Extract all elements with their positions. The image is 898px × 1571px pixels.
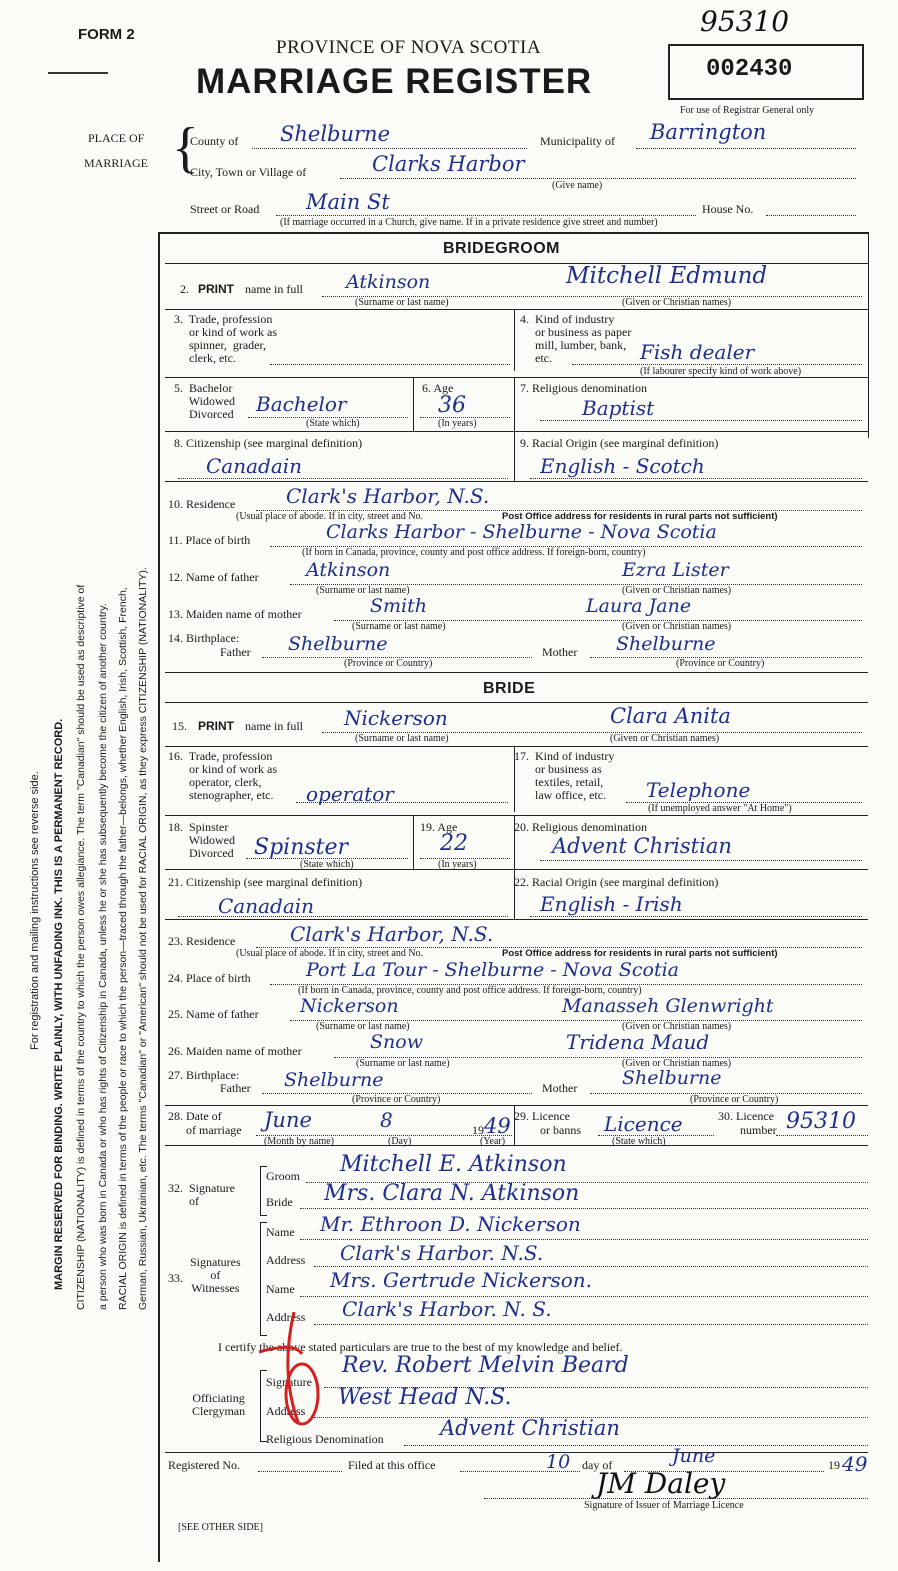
mother-given-caption: (Given or Christian names) xyxy=(622,621,732,632)
groom-f13-label: 13. Maiden name of mother xyxy=(168,607,302,621)
clergy-label: Officiating Clergyman xyxy=(192,1391,246,1418)
bride-f18-label: 18. Spinster Widowed Divorced xyxy=(168,820,235,860)
witness2-address: Clark's Harbor. N. S. xyxy=(342,1297,552,1321)
bride-f23-label: 23. Residence xyxy=(168,934,236,948)
w1-name-label: Name xyxy=(266,1225,295,1239)
residence-caption-b: Post Office address for residents in rural parts not sufficient) xyxy=(502,511,778,522)
clergy-religion-label: Religious Denomination xyxy=(266,1432,384,1446)
groom-mother-given: Laura Jane xyxy=(586,595,692,617)
groom-f5-label: 5. Bachelor Widowed Divorced xyxy=(174,381,235,421)
municipality-value: Barrington xyxy=(650,120,767,144)
bride-residence: Clark's Harbor, N.S. xyxy=(290,922,494,946)
city-value: Clarks Harbor xyxy=(372,152,525,176)
place-of-label: PLACE OF xyxy=(88,131,145,145)
bride-f21-label: 21. Citizenship (see marginal definition) xyxy=(168,875,363,889)
bride-heading: BRIDE xyxy=(483,680,536,697)
bride-industry: Telephone xyxy=(646,778,751,802)
filed-day: 10 xyxy=(546,1451,571,1473)
bride-mother-word: Mother xyxy=(542,1081,578,1095)
f29-label-a: 29. Licence xyxy=(514,1109,570,1123)
bride-signature: Mrs. Clara N. Atkinson xyxy=(324,1181,580,1206)
municipality-label: Municipality of xyxy=(540,134,615,148)
house-label: House No. xyxy=(702,202,754,216)
groom-f8-label: 8. Citizenship (see marginal definition) xyxy=(174,436,363,450)
register-number: 002430 xyxy=(706,56,793,83)
place-brace: { xyxy=(172,117,199,179)
groom-f2-print: PRINT xyxy=(198,282,234,296)
groom-status: Bachelor xyxy=(256,392,347,416)
groom-father-given: Ezra Lister xyxy=(622,559,729,581)
margin-line-5: RACIAL ORIGIN is defined in terms of the people or race to which the person—traced through the father—belongs, whether English, Irish, Scottish, French, xyxy=(117,587,129,1310)
street-label: Street or Road xyxy=(190,202,260,216)
city-label: City, Town or Village of xyxy=(190,165,307,179)
groom-f2-num: 2. xyxy=(180,282,189,296)
form-label: FORM 2 xyxy=(78,26,135,43)
issuer-caption: Signature of Issuer of Marriage Licence xyxy=(584,1500,744,1511)
filed-year: 49 xyxy=(842,1452,868,1476)
margin-line-4: a person who was born in Canada or who has rights of Citizenship in Canada, unless he or she has subsequently become the citizen of another country. xyxy=(97,603,109,1310)
marriage-month: June xyxy=(264,1108,312,1132)
groom-f6-label: 6. Age xyxy=(422,381,454,395)
groom-industry: Fish dealer xyxy=(640,340,755,364)
give-name-caption: (Give name) xyxy=(552,180,603,191)
bride-f24-label: 24. Place of birth xyxy=(168,971,251,985)
groom-mother-word: Mother xyxy=(542,645,578,659)
mother-surname-caption: (Surname or last name) xyxy=(352,621,446,632)
pencil-mark xyxy=(48,72,108,78)
bride-religion: Advent Christian xyxy=(552,834,732,858)
frame-left xyxy=(158,232,160,1562)
filed-month: June xyxy=(672,1445,716,1467)
bride-father-word: Father xyxy=(220,1081,251,1095)
bride-f15-label: name in full xyxy=(245,719,303,733)
marriage-day: 8 xyxy=(380,1108,393,1132)
bride-f17-label: 17. Kind of industry or business as textiles, retail, law office, etc. xyxy=(514,749,615,802)
groom-birthplace: Clarks Harbor - Shelburne - Nova Scotia xyxy=(326,521,717,543)
bride-surname-caption: (Surname or last name) xyxy=(355,733,449,744)
bride-in-years: (In years) xyxy=(438,859,477,870)
province-heading: PROVINCE OF NOVA SCOTIA xyxy=(276,37,542,58)
witness1-name: Mr. Ethroon D. Nickerson xyxy=(320,1212,581,1236)
groom-father-birthplace: Shelburne xyxy=(288,633,388,655)
filed-label: Filed at this office xyxy=(348,1458,436,1472)
bride-f26-label: 26. Maiden name of mother xyxy=(168,1044,302,1058)
bride-father-given: Manasseh Glenwright xyxy=(562,995,774,1017)
bride-f17-caption: (If unemployed answer "At Home") xyxy=(648,803,792,814)
f28-label-a: 28. Date of xyxy=(168,1109,222,1123)
bride-trade: operator xyxy=(306,782,394,806)
filed-year-prefix: 19 xyxy=(828,1458,840,1472)
bride-age: 22 xyxy=(440,831,468,856)
bride-birth-caption: (If born in Canada, province, county and post office address. If foreign-born, country) xyxy=(298,985,642,996)
groom-age: 36 xyxy=(438,393,466,418)
bride-mother-surname-caption: (Surname or last name) xyxy=(356,1058,450,1069)
bride-status: Spinster xyxy=(254,835,349,860)
groom-signature: Mitchell E. Atkinson xyxy=(340,1152,567,1177)
witness2-name: Mrs. Gertrude Nickerson. xyxy=(330,1268,593,1292)
bride-surname: Nickerson xyxy=(344,706,448,730)
f30-label-a: 30. Licence xyxy=(718,1109,774,1123)
margin-line-1: For registration and mailing instructions see reverse side. xyxy=(29,771,41,1050)
groom-father-word: Father xyxy=(220,645,251,659)
bride-f15-num: 15. xyxy=(172,719,187,733)
handwritten-register-number: 95310 xyxy=(700,5,790,38)
bride-residence-caption-b: Post Office address for residents in rural parts not sufficient) xyxy=(502,948,778,959)
clergy-address-label: Address xyxy=(266,1404,306,1418)
groom-racial-origin: English - Scotch xyxy=(540,454,705,478)
groom-state-which: (State which) xyxy=(306,418,360,429)
bride-f20-label: 20. Religious denomination xyxy=(514,820,647,834)
groom-f12-label: 12. Name of father xyxy=(168,570,259,584)
register-number-box xyxy=(668,44,864,100)
groom-residence: Clark's Harbor, N.S. xyxy=(286,484,490,508)
bride-state-which: (State which) xyxy=(300,859,354,870)
marriage-year-prefix: 19 xyxy=(472,1123,484,1137)
clergy-address: West Head N.S. xyxy=(338,1385,512,1410)
residence-caption-a: (Usual place of abode. If in city, street and No. xyxy=(236,511,424,522)
groom-f2-label: name in full xyxy=(245,282,303,296)
page-title: MARRIAGE REGISTER xyxy=(196,62,593,101)
certify-statement: I certify the above stated particulars are true to the best of my knowledge and belief. xyxy=(218,1340,623,1354)
county-value: Shelburne xyxy=(280,122,391,146)
w2-name-label: Name xyxy=(266,1282,295,1296)
groom-citizenship: Canadain xyxy=(206,454,303,478)
groom-mother-birthplace: Shelburne xyxy=(616,633,716,655)
bride-father-surname-caption: (Surname or last name) xyxy=(316,1021,410,1032)
bride-residence-caption-a: (Usual place of abode. If in city, street and No. xyxy=(236,948,424,959)
witness1-address: Clark's Harbor. N.S. xyxy=(340,1241,544,1265)
groom-f9-label: 9. Racial Origin (see marginal definition) xyxy=(520,436,719,450)
groom-father-surname: Atkinson xyxy=(306,559,391,581)
bride-birthplace: Port La Tour - Shelburne - Nova Scotia xyxy=(306,959,679,981)
bride-citizenship: Canadain xyxy=(218,894,315,918)
registered-label: Registered No. xyxy=(168,1458,240,1472)
clergy-signature: Rev. Robert Melvin Beard xyxy=(342,1353,629,1378)
groom-f10-label: 10. Residence xyxy=(168,497,236,511)
bride-f19-label: 19. Age xyxy=(420,820,458,834)
bride-given-caption: (Given or Christian names) xyxy=(610,733,720,744)
clergy-sig-label: Signature xyxy=(266,1375,312,1389)
w1-address-label: Address xyxy=(266,1253,306,1267)
groom-mother-surname: Smith xyxy=(370,595,427,617)
day-caption: (Day) xyxy=(388,1136,412,1147)
bride-mother-given-caption: (Given or Christian names) xyxy=(622,1058,732,1069)
bride-given: Clara Anita xyxy=(610,704,731,728)
margin-line-2: MARGIN RESERVED FOR BINDING. WRITE PLAINLY, WITH UNFADING INK. THIS IS A PERMANENT RECORD. xyxy=(53,718,65,1290)
given-caption: (Given or Christian names) xyxy=(622,297,732,308)
f28-label-b: of marriage xyxy=(186,1123,242,1137)
bride-father-surname: Nickerson xyxy=(300,995,399,1017)
father-surname-caption: (Surname or last name) xyxy=(316,585,410,596)
bride-father-province-caption: (Province or Country) xyxy=(352,1094,441,1105)
licence-state-which: (State which) xyxy=(612,1136,666,1147)
issuer-signature: JM Daley xyxy=(596,1467,726,1500)
groom-surname: Atkinson xyxy=(346,271,431,293)
see-other-side: [SEE OTHER SIDE] xyxy=(178,1522,263,1533)
bride-f27-label: 27. Birthplace: xyxy=(168,1068,240,1082)
f32-label: 32. Signature of xyxy=(168,1181,235,1208)
bride-mother-birthplace: Shelburne xyxy=(622,1067,722,1089)
margin-line-3: CITIZENSHIP (NATIONALITY) is defined in terms of the country to which the person owes allegiance. The term "Canadian" should be used as descriptive of xyxy=(75,584,87,1310)
w2-address-label: Address xyxy=(266,1310,306,1324)
bride-f22-label: 22. Racial Origin (see marginal definition) xyxy=(514,875,719,889)
father-given-caption: (Given or Christian names) xyxy=(622,585,732,596)
bride-mother-given: Tridena Maud xyxy=(566,1030,710,1054)
bride-sig-label: Bride xyxy=(266,1195,293,1209)
clergy-religion: Advent Christian xyxy=(440,1416,620,1440)
bride-mother-province-caption: (Province or Country) xyxy=(690,1094,779,1105)
licence-or-banns: Licence xyxy=(604,1112,683,1136)
f33-label: 33. xyxy=(168,1271,183,1285)
red-check-mark xyxy=(254,1312,324,1432)
groom-f3-label: 3. Trade, profession or kind of work as spinner, grader, clerk, etc. xyxy=(174,312,277,365)
marriage-label: MARRIAGE xyxy=(84,156,149,170)
surname-caption: (Surname or last name) xyxy=(355,297,449,308)
birth-caption: (If born in Canada, province, county and post office address. If foreign-born, country) xyxy=(302,547,646,558)
margin-line-6: German, Russian, Ukrainian, etc. The terms "Canadian" or "American" should not be used for RACIAL ORIGIN, as they express CITIZENSHIP (NATIONALITY). xyxy=(137,567,149,1310)
bride-racial-origin: English - Irish xyxy=(540,892,683,916)
witnesses-label: Signatures of Witnesses xyxy=(190,1255,241,1295)
street-note: (If marriage occurred in a Church, give name. If in a private residence give street and number) xyxy=(280,217,658,228)
bride-f16-label: 16. Trade, profession or kind of work as operator, clerk, stenographer, etc. xyxy=(168,749,277,802)
groom-f14-label: 14. Birthplace: xyxy=(168,631,240,645)
groom-f4-label: 4. Kind of industry or business as paper mill, lumber, bank, etc. xyxy=(520,312,632,365)
groom-religion: Baptist xyxy=(582,396,655,420)
groom-given: Mitchell Edmund xyxy=(566,263,768,289)
groom-f7-label: 7. Religious denomination xyxy=(520,381,647,395)
marriage-year: 49 xyxy=(484,1114,511,1138)
f30-label-b: number xyxy=(740,1123,777,1137)
licence-number: 95310 xyxy=(786,1109,856,1134)
bridegroom-heading: BRIDEGROOM xyxy=(443,240,560,257)
bride-father-given-caption: (Given or Christian names) xyxy=(622,1021,732,1032)
day-of-label: day of xyxy=(582,1458,613,1472)
bride-mother-surname: Snow xyxy=(370,1031,423,1053)
groom-f4-caption: (If labourer specify kind of work above) xyxy=(640,366,802,377)
groom-mother-province-caption: (Province or Country) xyxy=(676,658,765,669)
groom-sig-label: Groom xyxy=(266,1169,300,1183)
bride-f15-print: PRINT xyxy=(198,719,234,733)
county-label: County of xyxy=(190,134,239,148)
f29-label-b: or banns xyxy=(540,1123,581,1137)
groom-f11-label: 11. Place of birth xyxy=(168,533,251,547)
street-value: Main St xyxy=(306,190,390,214)
registrar-note: For use of Registrar General only xyxy=(680,105,815,116)
groom-father-province-caption: (Province or Country) xyxy=(344,658,433,669)
bride-father-birthplace: Shelburne xyxy=(284,1069,384,1091)
year-caption: (Year) xyxy=(480,1136,506,1147)
month-caption: (Month by name) xyxy=(264,1136,334,1147)
bride-f25-label: 25. Name of father xyxy=(168,1007,259,1021)
groom-in-years: (In years) xyxy=(438,418,477,429)
